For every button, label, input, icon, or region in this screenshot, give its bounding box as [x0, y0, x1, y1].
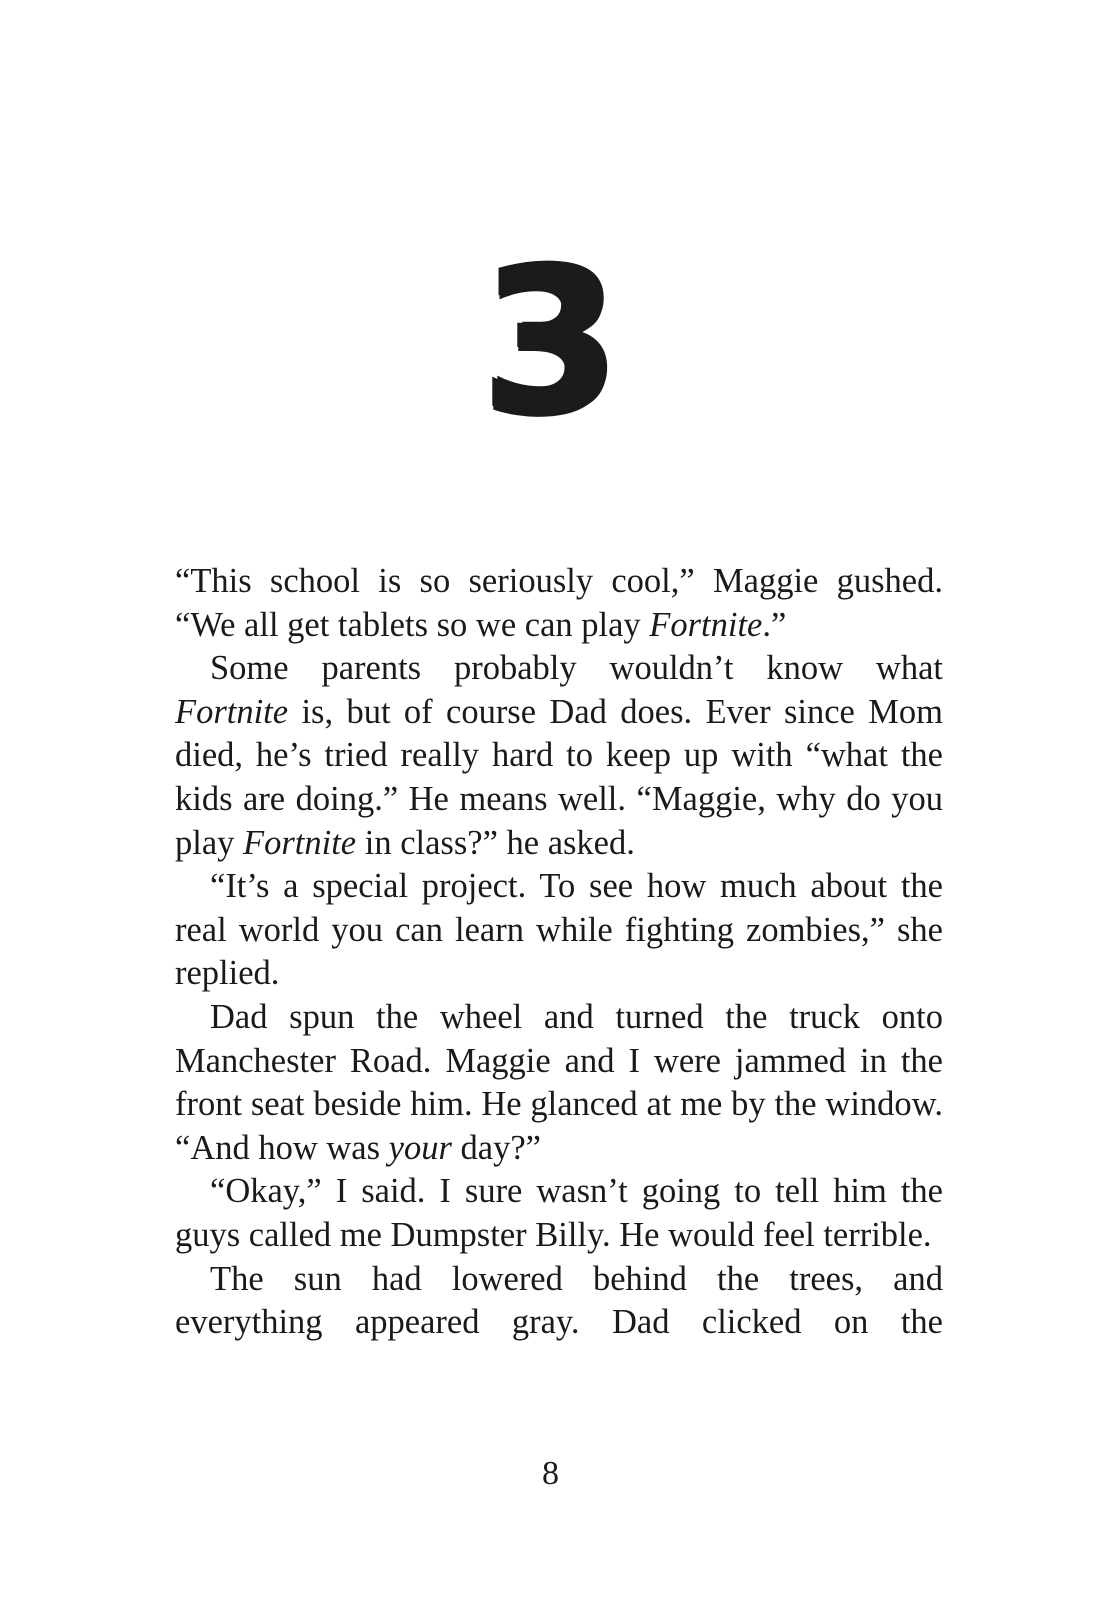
page-number: 8	[542, 1455, 559, 1492]
text-segment: “This school is so seriously cool,” Maggie gushed. “We all get tablets so we can play	[175, 562, 943, 644]
paragraph	[175, 560, 943, 647]
text-segment: in class?” he asked.	[356, 823, 635, 862]
paragraph	[175, 865, 943, 996]
paragraph	[175, 996, 943, 1170]
text-segment: “Okay,” I said. I sure wasn’t going to tell him the guys called me Dumpster Billy. He would feel terrible.	[175, 1172, 943, 1254]
text-segment: .”	[762, 605, 787, 644]
paragraph	[175, 1258, 943, 1345]
paragraph	[175, 1170, 943, 1257]
text-segment: “It’s a special project. To see how much about the real world you can learn while fighting zombies,” she replied.	[175, 867, 943, 993]
italic-emphasis: your	[388, 1128, 452, 1167]
text-segment: The sun had lowered behind the trees, and everything appeared gray. Dad clicked on the	[175, 1259, 943, 1342]
text-segment: is, but of course Dad does. Ever since Mom died, he’s tried really hard to keep up with “what the kids are doing.” He means well. “Maggie, why do you play	[175, 692, 943, 862]
body-text	[175, 560, 943, 1345]
italic-title: Fortnite	[649, 605, 763, 644]
italic-title: Fortnite	[175, 692, 289, 731]
chapter-number: 3	[480, 226, 621, 459]
italic-title: Fortnite	[243, 823, 357, 862]
text-segment: Some parents probably wouldn’t know what	[210, 649, 943, 688]
text-segment: Dad spun the wheel and turned the truck onto Manchester Road. Maggie and I were jammed in the front seat beside him. He glanced at me by the window. “And how was	[175, 997, 943, 1167]
text-segment: day?”	[451, 1128, 541, 1167]
paragraph	[175, 647, 943, 865]
